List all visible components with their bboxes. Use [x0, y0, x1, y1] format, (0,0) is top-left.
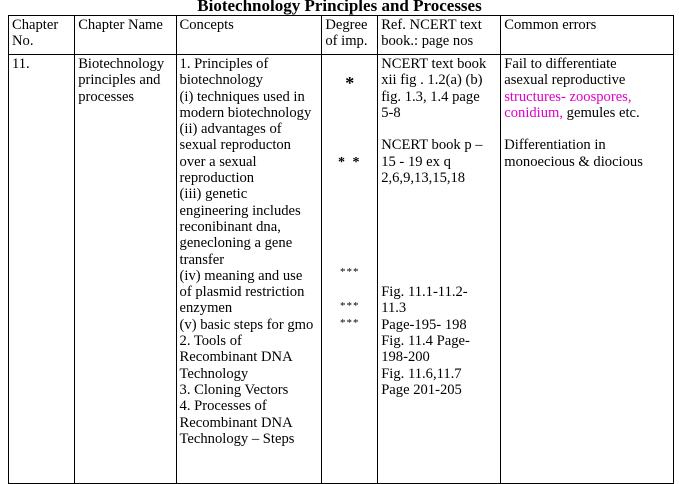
concept-line: Technology – Steps	[179, 430, 295, 447]
importance-stars: * *	[338, 155, 362, 170]
cell-chapter-name	[75, 55, 176, 484]
ref-line: NCERT book p –	[381, 137, 483, 154]
concept-line: reproduction	[179, 170, 255, 187]
chapter-name-line: Biotechnology	[78, 56, 165, 72]
error-line: monoecious & diocious	[504, 153, 643, 170]
table-header-row	[9, 16, 674, 55]
header-text: Chapter	[12, 17, 59, 33]
header-chapter-no	[9, 16, 75, 55]
cell-concepts	[176, 55, 322, 484]
error-line: asexual reproductive	[504, 72, 626, 89]
cell-chapter-no	[9, 55, 75, 484]
cell-degree	[322, 55, 378, 484]
error-line	[504, 105, 670, 121]
header-degree	[322, 16, 378, 55]
error-line: Differentiation in	[504, 137, 606, 154]
header-text: book.: page nos	[381, 33, 474, 50]
ref-line: Fig. 11.1-11.2-	[381, 284, 468, 301]
concept-line: engineering includes	[179, 202, 301, 219]
header-chapter-name	[75, 16, 176, 55]
spacer	[381, 186, 497, 202]
ref-line: xii fig . 1.2(a) (b)	[381, 72, 483, 89]
concept-line: transfer	[179, 251, 225, 268]
concept-line: 4. Processes of	[179, 398, 267, 415]
ref-line: 11.3	[381, 300, 407, 317]
concept-line: genecloning a gene	[179, 235, 293, 252]
ref-line: Fig. 11.4 Page-	[381, 333, 470, 350]
ref-line: 5-8	[381, 104, 401, 121]
concept-line: biotechnology	[179, 72, 264, 89]
error-line: Fail to differentiate	[504, 56, 617, 72]
concept-line: of plasmid restriction	[179, 284, 305, 301]
concept-line: modern biotechnology	[179, 104, 312, 121]
ref-line: Fig. 11.6,11.7	[381, 365, 462, 382]
spacer	[381, 219, 497, 235]
cell-ref	[378, 55, 501, 484]
concept-line: 1. Principles of	[179, 56, 269, 72]
concept-line: (v) basic steps for gmo	[179, 316, 314, 333]
concept-line: Recombinant DNA	[179, 349, 293, 366]
importance-stars: ***	[340, 317, 360, 329]
concept-line: Technology	[179, 365, 249, 382]
ref-line: 198-200	[381, 349, 430, 366]
concept-line: (iv) meaning and use	[179, 267, 303, 284]
error-text: gemules etc.	[563, 104, 640, 121]
header-ref	[378, 16, 501, 55]
ref-line: NCERT text book	[381, 56, 487, 72]
header-errors	[501, 16, 674, 55]
concept-line: enzymen	[179, 300, 233, 317]
ref-line: 15 - 19 ex q	[381, 153, 451, 170]
concept-line: over a sexual	[179, 153, 257, 170]
ref-line: Page 201-205	[381, 381, 462, 398]
concept-line: reconibinant dna,	[179, 218, 281, 235]
table-row	[9, 55, 674, 484]
spacer	[381, 235, 497, 251]
error-line-highlight: structures- zoospores,	[504, 88, 632, 105]
concept-line: (iii) genetic	[179, 186, 248, 203]
header-text: of imp.	[325, 33, 368, 50]
header-text: Common errors	[504, 17, 597, 33]
concept-line: (ii) advantages of	[179, 121, 282, 138]
ref-line: 2,6,9,13,15,18	[381, 170, 466, 187]
chapter-name-line: principles and	[78, 72, 161, 89]
concept-line: 3. Cloning Vectors	[179, 381, 289, 398]
header-text: Ref. NCERT text	[381, 17, 482, 33]
error-text-highlight: conidium,	[504, 104, 564, 121]
header-concepts	[176, 16, 322, 55]
page-title: Biotechnology Principles and Processes	[197, 0, 482, 15]
cell-errors	[501, 55, 674, 484]
topics-table	[8, 15, 674, 484]
concept-line: (i) techniques used in	[179, 88, 305, 105]
concept-line: Recombinant DNA	[179, 414, 293, 431]
concept-line: sexual reproducton	[179, 137, 291, 154]
spacer	[381, 121, 497, 137]
header-text: Degree	[325, 17, 368, 33]
header-text: Chapter Name	[78, 17, 163, 33]
header-text: No.	[12, 33, 34, 50]
header-text: Concepts	[179, 17, 234, 33]
chapter-number: 11.	[12, 56, 30, 72]
ref-line: fig. 1.3, 1.4 page	[381, 88, 480, 105]
spacer	[381, 203, 497, 219]
importance-stars: ***	[340, 300, 360, 312]
chapter-name-line: processes	[78, 88, 135, 105]
concept-line: 2. Tools of	[179, 333, 242, 350]
importance-stars: ***	[340, 266, 360, 278]
spacer	[504, 121, 670, 137]
spacer	[381, 252, 497, 268]
spacer	[381, 268, 497, 284]
importance-stars: *	[345, 73, 355, 93]
ref-line: Page-195- 198	[381, 316, 467, 333]
